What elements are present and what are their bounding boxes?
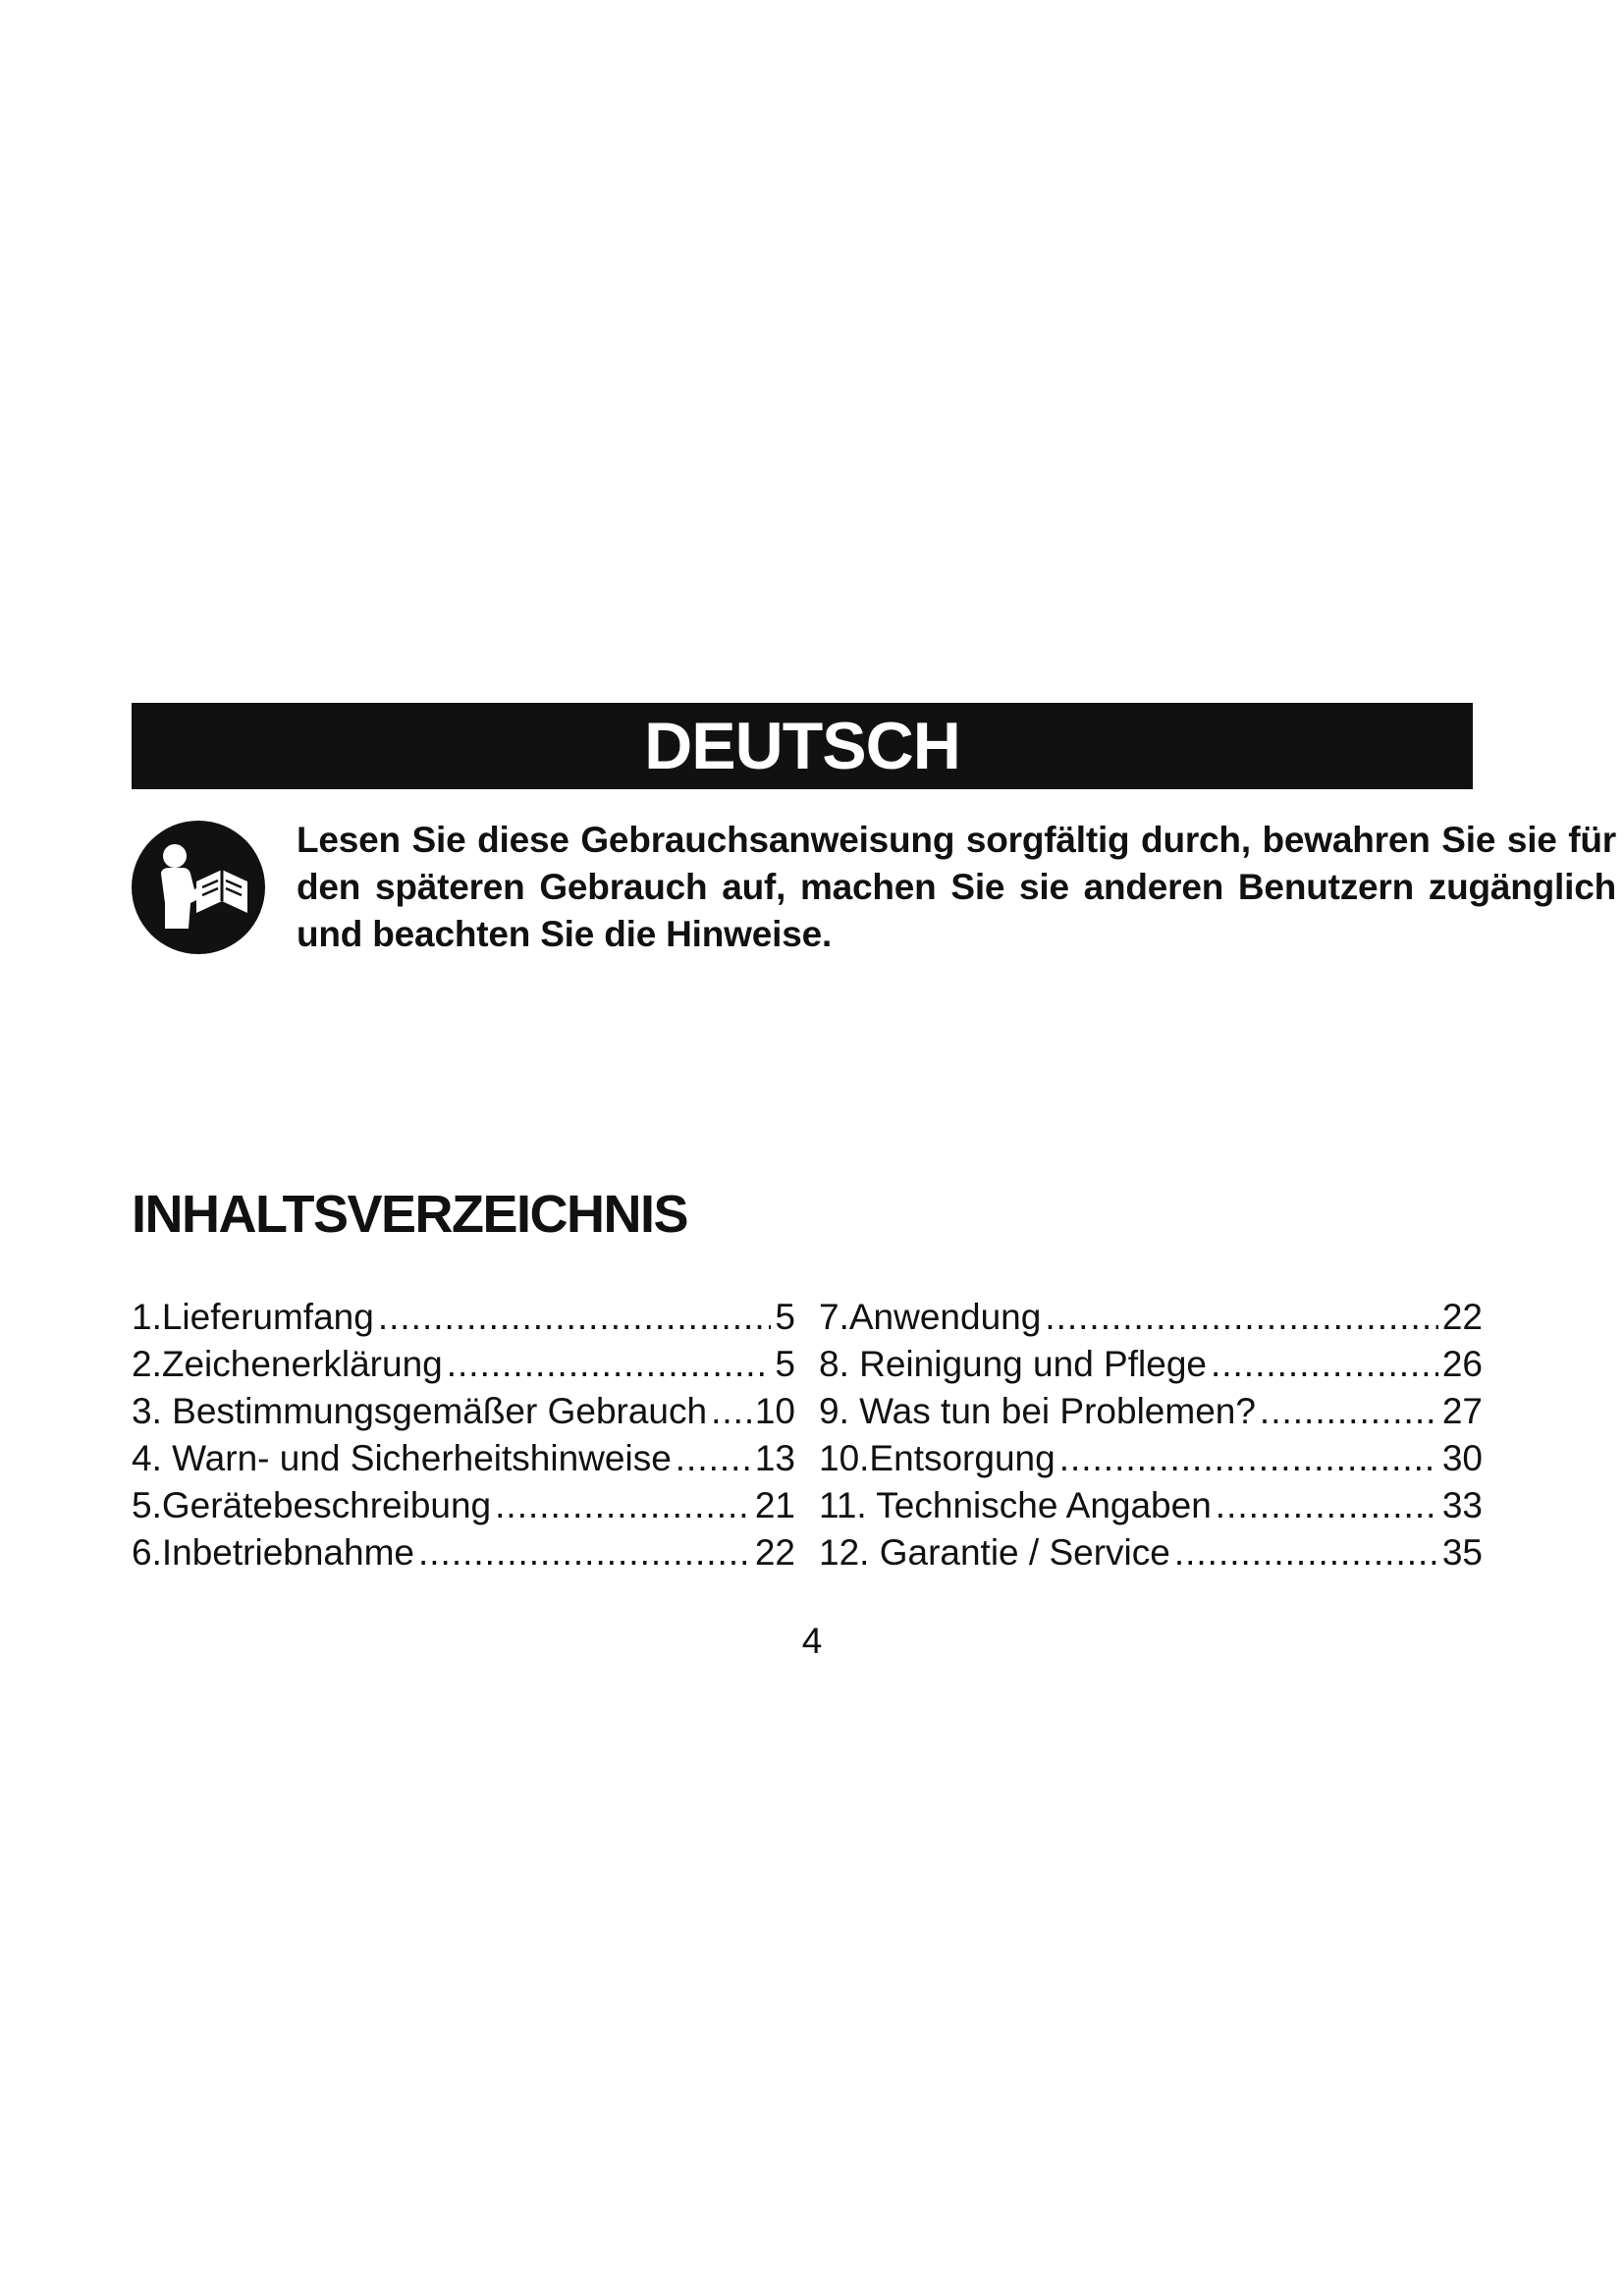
toc-entry-label: 8. Reinigung und Pflege [819,1344,1207,1384]
toc-entry-page: 35 [1441,1532,1483,1573]
toc-heading: INHALTSVERZEICHNIS [132,1185,688,1244]
toc-entry-page: 33 [1441,1485,1483,1525]
toc-entry-page: 5 [775,1344,795,1384]
toc-entry-label: 12. Garantie / Service [819,1532,1170,1573]
toc-leader-dots [711,1388,751,1435]
toc-entry-page: 27 [1441,1391,1483,1431]
toc-entry-label: 3. Bestimmungsgemäßer Gebrauch [132,1391,708,1431]
toc-leader-dots [1211,1341,1438,1388]
toc-entry-label: 11. Technische Angaben [819,1485,1212,1525]
toc-entry-page: 30 [1441,1438,1483,1478]
toc-entry[interactable] [819,1529,1483,1576]
toc-entry[interactable] [132,1388,795,1435]
toc-entry[interactable] [819,1482,1483,1529]
toc-leader-dots [418,1529,751,1576]
toc-leader-dots [447,1341,772,1388]
toc-entry[interactable] [132,1341,795,1388]
toc-entry-label: 9. Was tun bei Problemen? [819,1391,1256,1431]
toc-entry[interactable] [819,1341,1483,1388]
toc-entry-label: 10.Entsorgung [819,1438,1056,1478]
toc-entry-label: 2.Zeichenerklärung [132,1344,443,1384]
toc-entry-page: 13 [754,1438,795,1478]
toc-entry-page: 22 [1441,1297,1483,1337]
toc-entry-page: 22 [754,1532,795,1573]
toc-entry-label: 4. Warn- und Sicherheitshinweise [132,1438,672,1478]
toc-entry[interactable] [819,1435,1483,1482]
toc-entry-label: 6.Inbetriebnahme [132,1532,414,1573]
toc-entry-label: 5.Gerätebeschreibung [132,1485,492,1525]
toc-entry[interactable] [132,1529,795,1576]
toc-leader-dots [1216,1482,1438,1529]
toc-leader-dots [1174,1529,1438,1576]
toc-entry-label: 1.Lieferumfang [132,1297,374,1337]
toc-leader-dots [378,1294,772,1341]
toc-entry-page: 26 [1441,1344,1483,1384]
toc-entry-page: 5 [775,1297,795,1337]
toc-leader-dots [495,1482,751,1529]
page-number: 4 [801,1621,823,1661]
toc-leader-dots [1045,1294,1438,1341]
toc-entry-label: 7.Anwendung [819,1297,1042,1337]
banner-title: DEUTSCH [644,709,960,783]
toc-column-right [819,1294,1483,1576]
notice-text: Lesen Sie diese Gebrauchsanweisung sorgfältig durch, bewahren Sie sie für den späteren Gebrauch auf, machen Sie sie anderen Benutzern zugänglich und beachten Sie die Hinweise. [297,820,1616,954]
language-banner [132,703,1473,789]
toc-column-left [132,1294,795,1576]
toc-entry[interactable] [132,1482,795,1529]
toc-leader-dots [1260,1388,1438,1435]
read-manual-icon [132,821,265,954]
toc-entry[interactable] [819,1294,1483,1341]
toc-entry-page: 21 [754,1485,795,1525]
toc-entry-page: 10 [754,1391,795,1431]
toc-leader-dots [1059,1435,1438,1482]
toc-leader-dots [676,1435,751,1482]
toc-entry[interactable] [132,1435,795,1482]
toc-entry[interactable] [132,1294,795,1341]
toc-entry[interactable] [819,1388,1483,1435]
